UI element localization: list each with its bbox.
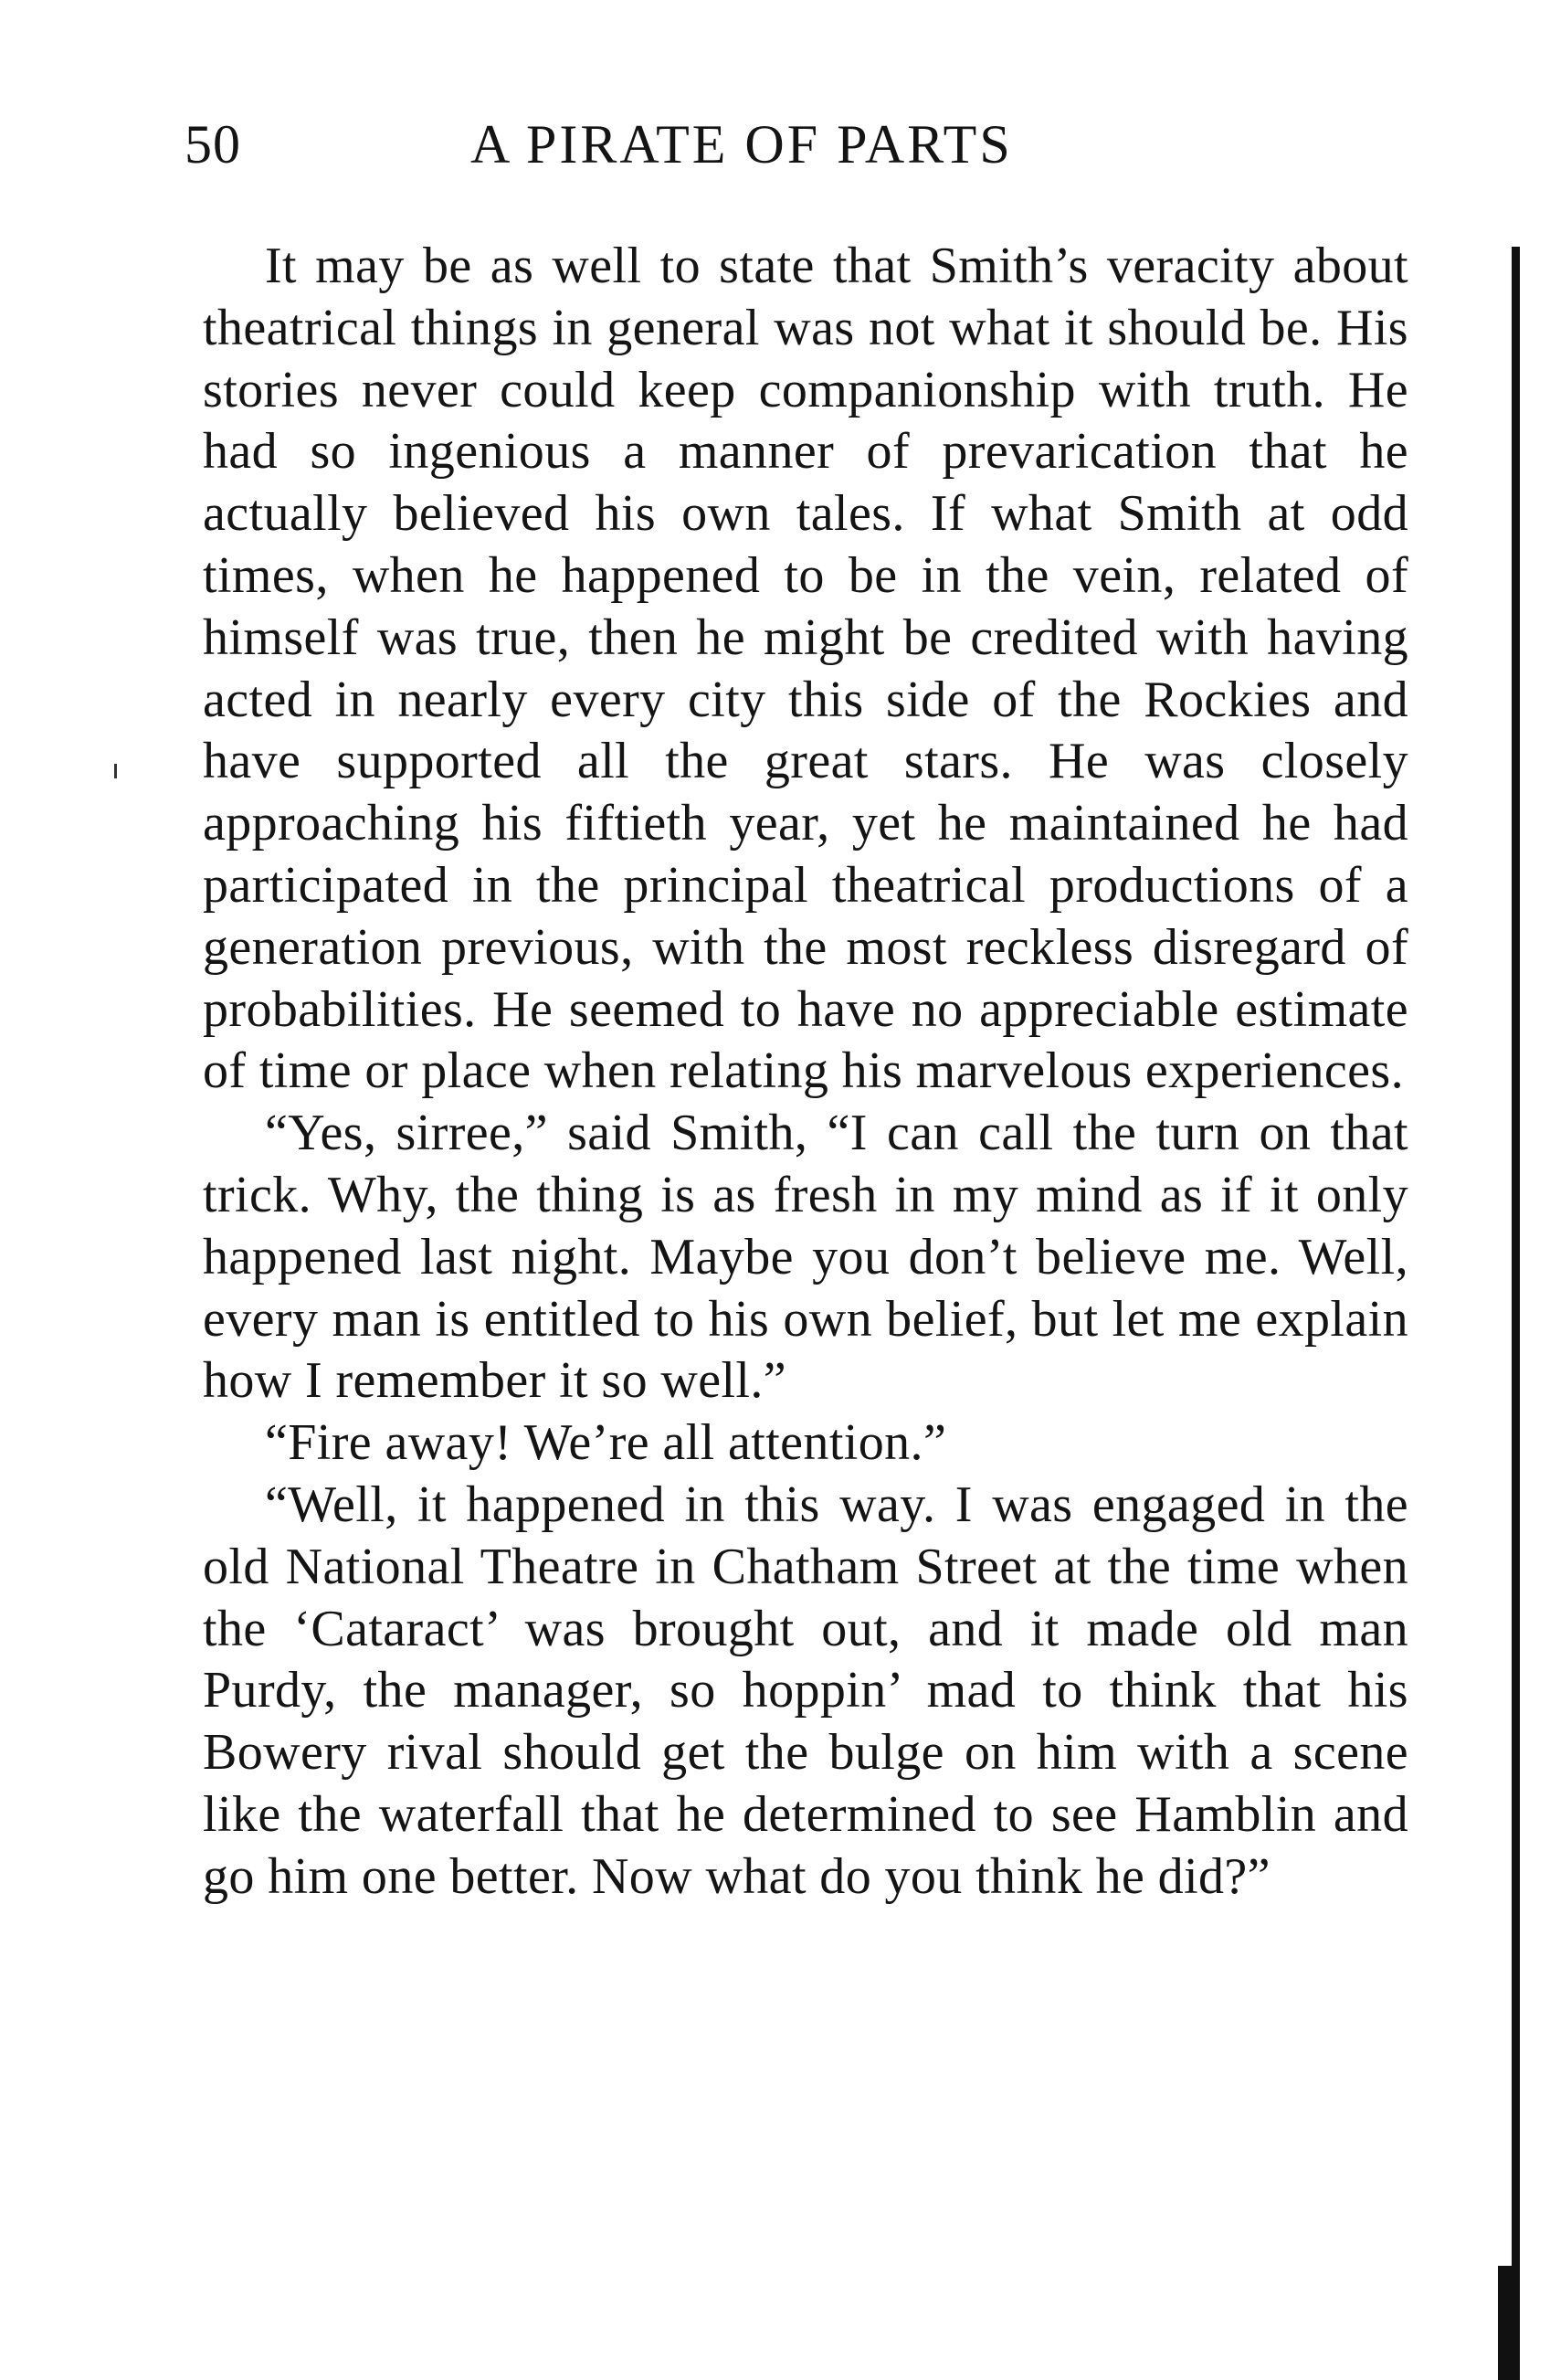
paragraph: “Well, it happened in this way. I was engaged in the old National Theatre in Chatham Street at the time when the ‘Cataract’ was brought out, and it made old man Purdy, the manager, so hoppin’ mad to think that his Bowery rival should get the bulge on him with a scene like the waterfall that he determined to see Hamblin and go him one better. Now what do you think he did?” [203,1476,1408,1905]
scan-speck [114,764,117,778]
page-edge-shadow-bottom [1498,2266,1520,2380]
paragraph: It may be as well to state that Smith’s veracity about theatrical things in general was not what it should be. His stories never could keep companionship with truth. He had so ingenious a manner of prevarication that he actually believed his own tales. If what Smith at odd times, when he happened to be in the vein, related of himself was true, then he might be credited with having acted in nearly every city this side of the Rockies and have supported all the great stars. He was closely approaching his fiftieth year, yet he maintained he had participated in the principal theatrical productions of a generation previous, with the most reckless disregard of probabilities. He seemed to have no appreciable estimate of time or place when relating his marvelous experiences. [203,238,1408,1100]
paragraph: “Yes, sirree,” said Smith, “I can call the turn on that trick. Why, the thing is as fresh in my mind as if it only happened last night. Maybe you don’t believe me. Well, every man is entitled to his own belief, but let me explain how I remember it so well.” [203,1105,1408,1410]
page-edge-shadow [1512,247,1520,2380]
running-title: A PIRATE OF PARTS [470,114,1013,175]
paragraph: “Fire away! We’re all attention.” [265,1414,947,1472]
body-text [203,236,1408,1909]
page-number: 50 [185,114,241,175]
